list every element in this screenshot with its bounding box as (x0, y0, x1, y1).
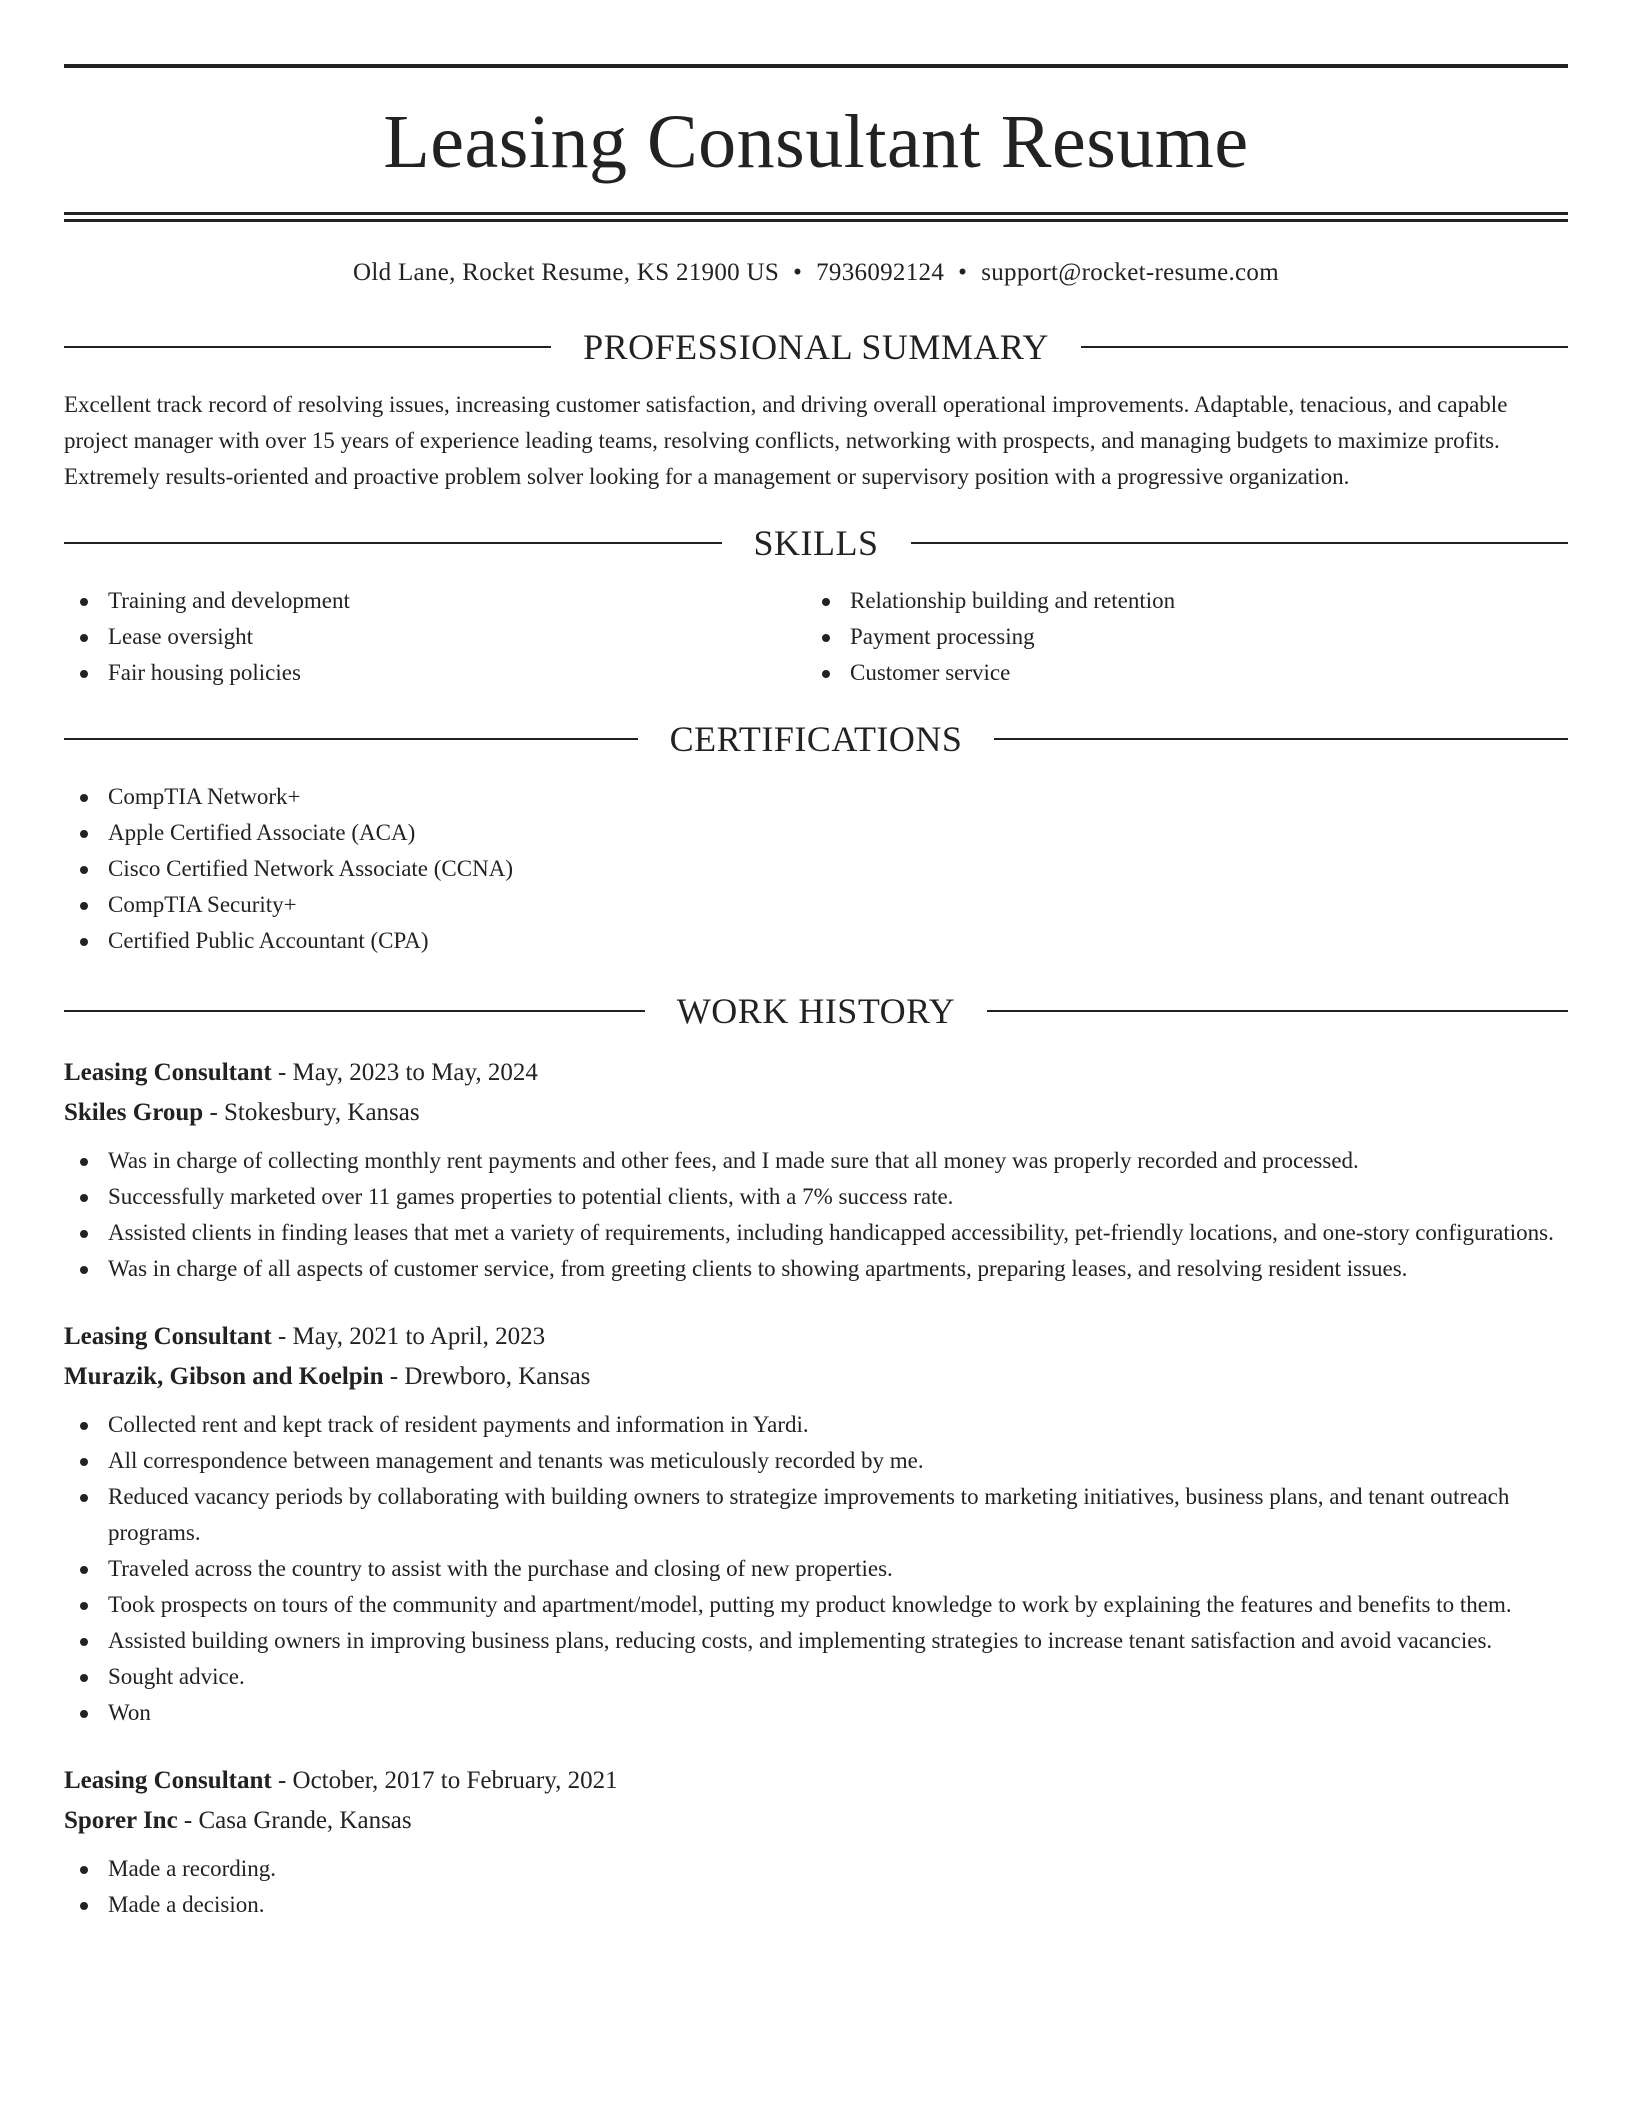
certification-item: CompTIA Security+ (64, 887, 1568, 923)
job-bullet-list (64, 1143, 1568, 1287)
contact-address: Old Lane, Rocket Resume, KS 21900 US (353, 259, 780, 286)
skill-item: Lease oversight (64, 619, 806, 655)
section-rule-left (64, 346, 551, 348)
certifications-list (64, 779, 1568, 959)
job-company: Murazik, Gibson and Koelpin (64, 1363, 384, 1390)
summary-text: Excellent track record of resolving issues, increasing customer satisfaction, and driving overall operational improvements. Adaptable, tenacious, and capable project manager with over 15 years of experience leading teams, resolving conflicts, networking with prospects, and managing budgets to maximize profits. Extremely results-oriented and proactive problem solver looking for a management or supervisory position with a progressive organization. (64, 392, 1508, 489)
job-bullet: Made a decision. (64, 1887, 1568, 1923)
section-title-skills: SKILLS (753, 523, 879, 563)
job-title: Leasing Consultant (64, 1767, 272, 1794)
job-bullet: Was in charge of collecting monthly rent payments and other fees, and I made sure that all money was properly recorded and processed. (64, 1143, 1568, 1179)
job-bullet: Was in charge of all aspects of customer service, from greeting clients to showing apartments, preparing leases, and resolving resident issues. (64, 1251, 1568, 1287)
job-bullet-list (64, 1851, 1568, 1923)
job-company: Sporer Inc (64, 1807, 178, 1834)
resume-title: Leasing Consultant Resume (383, 100, 1249, 184)
section-title-summary: PROFESSIONAL SUMMARY (583, 327, 1049, 367)
job-location: - Drewboro, Kansas (383, 1363, 591, 1390)
skills-list-left (64, 583, 806, 691)
section-header-certifications (64, 721, 1568, 757)
job-bullet: Took prospects on tours of the community and apartment/model, putting my product knowledge to work by explaining the features and benefits to them. (64, 1587, 1568, 1623)
job-title-line (64, 1761, 1568, 1801)
section-header-skills (64, 525, 1568, 561)
skill-item: Relationship building and retention (806, 583, 1548, 619)
certification-item: Apple Certified Associate (ACA) (64, 815, 1568, 851)
section-title-work-history: WORK HISTORY (676, 991, 956, 1031)
job-bullet: Made a recording. (64, 1851, 1568, 1887)
skill-item: Payment processing (806, 619, 1548, 655)
job-entry (64, 1317, 1568, 1731)
skills-grid (64, 583, 1568, 691)
job-title: Leasing Consultant (64, 1059, 272, 1086)
job-location: - Stokesbury, Kansas (203, 1099, 420, 1126)
job-bullet: Assisted clients in finding leases that met a variety of requirements, including handicapped accessibility, pet-friendly locations, and one-story configurations. (64, 1215, 1568, 1251)
job-bullet: Reduced vacancy periods by collaborating with building owners to strategize improvements to marketing initiatives, business plans, and tenant outreach programs. (64, 1479, 1568, 1551)
job-bullet: All correspondence between management and tenants was meticulously recorded by me. (64, 1443, 1568, 1479)
skill-item: Training and development (64, 583, 806, 619)
job-title-line (64, 1317, 1568, 1357)
section-rule-right (911, 542, 1569, 544)
title-double-rule (64, 212, 1568, 222)
section-rule-right (987, 1010, 1568, 1012)
job-dates: - May, 2021 to April, 2023 (271, 1323, 546, 1350)
contact-phone: 7936092124 (816, 259, 945, 286)
job-company-line (64, 1357, 1568, 1397)
job-bullet: Successfully marketed over 11 games properties to potential clients, with a 7% success rate. (64, 1179, 1568, 1215)
job-entry (64, 1053, 1568, 1287)
top-rule (64, 64, 1568, 68)
job-bullet: Collected rent and kept track of resident payments and information in Yardi. (64, 1407, 1568, 1443)
section-rule-left (64, 1010, 645, 1012)
job-bullet: Traveled across the country to assist with the purchase and closing of new properties. (64, 1551, 1568, 1587)
resume-page (64, 64, 1568, 1923)
job-bullet: Sought advice. (64, 1659, 1568, 1695)
certification-item: Certified Public Accountant (CPA) (64, 923, 1568, 959)
job-bullet: Assisted building owners in improving business plans, reducing costs, and implementing strategies to increase tenant satisfaction and avoid vacancies. (64, 1623, 1568, 1659)
job-entry (64, 1761, 1568, 1923)
contact-line (64, 260, 1568, 285)
job-bullet: Won (64, 1695, 1568, 1731)
job-dates: - October, 2017 to February, 2021 (271, 1767, 618, 1794)
skills-list-right (806, 583, 1548, 691)
section-rule-right (994, 738, 1568, 740)
contact-separator: • (958, 259, 968, 286)
skill-item: Customer service (806, 655, 1548, 691)
job-title: Leasing Consultant (64, 1323, 272, 1350)
contact-email: support@rocket-resume.com (981, 259, 1279, 286)
certification-item: CompTIA Network+ (64, 779, 1568, 815)
section-header-summary (64, 329, 1568, 365)
job-location: - Casa Grande, Kansas (177, 1807, 412, 1834)
job-title-line (64, 1053, 1568, 1093)
job-dates: - May, 2023 to May, 2024 (271, 1059, 538, 1086)
contact-separator: • (793, 259, 803, 286)
certification-item: Cisco Certified Network Associate (CCNA) (64, 851, 1568, 887)
job-bullet-list (64, 1407, 1568, 1731)
job-company-line (64, 1801, 1568, 1841)
section-header-work-history (64, 993, 1568, 1029)
job-company-line (64, 1093, 1568, 1133)
section-rule-right (1081, 346, 1568, 348)
job-company: Skiles Group (64, 1099, 204, 1126)
section-title-certifications: CERTIFICATIONS (669, 719, 963, 759)
section-rule-left (64, 542, 722, 544)
section-rule-left (64, 738, 638, 740)
skill-item: Fair housing policies (64, 655, 806, 691)
